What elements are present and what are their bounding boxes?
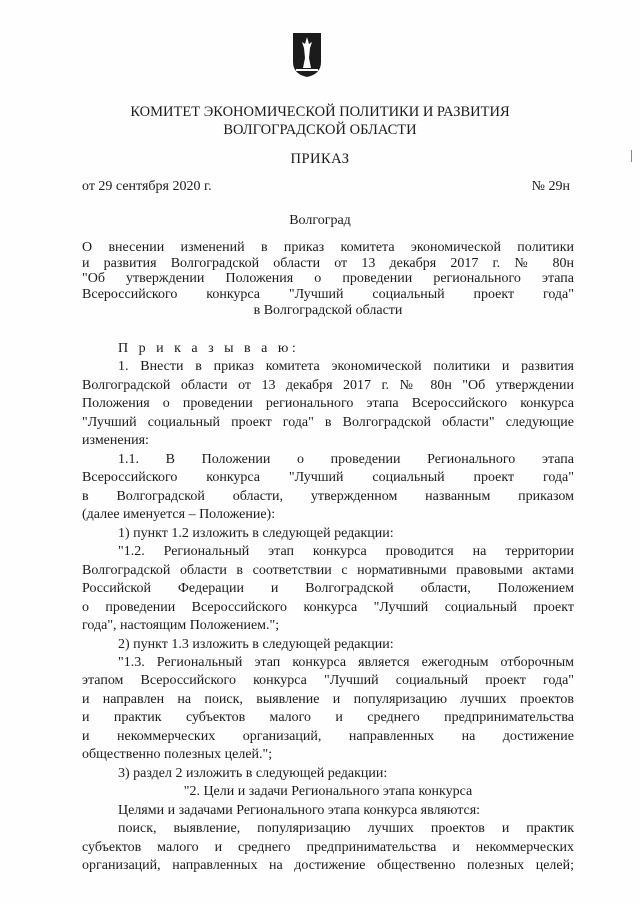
order-directive: П р и к а з ы в а ю: [118,341,300,356]
body-line: Волгоградской области в соответствии с нормативными правовыми актами [82,562,574,578]
body-line: о проведении Всероссийского конкурса "Лучший социальный проект [82,599,574,615]
body-line: 2) пункт 1.3 изложить в следующей редакции: [118,636,394,652]
order-title: ПРИКАЗ [290,151,350,167]
body-line: и направлен на поиск, выявление и популяризацию лучших проектов [82,691,574,707]
order-date: от 29 сентября 2020 г. [82,179,212,194]
subject-line: "Об утверждении Положения о проведении регионального этапа [82,271,574,287]
body-line: общественно полезных целей."; [82,747,273,763]
body-line: этапом Всероссийского конкурса "Лучший социальный проект года" [82,673,574,689]
body-line: Всероссийского конкурса "Лучший социальный проект года" [82,470,574,486]
body-line: 1) пункт 1.2 изложить в следующей редакции: [118,525,394,541]
order-subject [82,240,574,318]
body-line: "1.3. Региональный этап конкурса является ежегодным отборочным [118,654,574,670]
section-heading: "2. Цели и задачи Регионального этапа конкурса [183,784,473,800]
order-body [82,340,574,876]
subject-line: Всероссийского конкурса "Лучший социальный проект года" [82,287,574,303]
committee-line-2: ВОЛГОГРАДСКОЙ ОБЛАСТИ [223,122,417,139]
body-line: организаций, направленных на достижение общественно полезных целей; [82,858,574,874]
subject-line: О внесении изменений в приказ комитета экономической политики [82,240,574,255]
body-line: субъектов малого и среднего предпринимательства и некоммерческих [82,839,574,855]
body-line: Целями и задачами Регионального этапа конкурса являются: [118,802,481,818]
body-line: (далее именуется – Положение): [82,507,276,523]
body-line: "Лучший социальный проект года" в Волгоградской области" следующие [82,414,574,430]
subject-line: и развития Волгоградской области от 13 декабря 2017 г. № 80н [82,255,574,271]
body-line: "1.2. Региональный этап конкурса проводится на территории [118,544,574,560]
body-line: в Волгоградской области, утвержденном названным приказом [82,488,574,504]
body-line: Волгоградской области от 13 декабря 2017 г. № 80н "Об утверждении [82,377,574,393]
body-line: поиск, выявление, популяризацию лучших проектов и практик [118,821,574,837]
body-line: Российской Федерации и Волгоградской области, Положением [82,581,574,597]
body-line: 1. Внести в приказ комитета экономической политики и развития [118,359,574,375]
body-line: и практик субъектов малого и среднего предпринимательства [82,710,574,726]
coat-of-arms-icon [292,32,322,78]
body-line: 3) раздел 2 изложить в следующей редакции: [118,765,388,781]
committee-name [0,103,640,139]
body-line: года", настоящим Положением."; [82,618,280,634]
body-line: изменения: [82,433,149,449]
body-line: Положения о проведении регионального этапа Всероссийского конкурса [82,396,574,412]
order-number: № 29н [531,179,570,194]
city-name: Волгоград [289,213,351,228]
subject-line: в Волгоградской области [253,302,403,318]
committee-line-1: КОМИТЕТ ЭКОНОМИЧЕСКОЙ ПОЛИТИКИ И РАЗВИТИЯ [130,104,510,120]
date-number-line [82,178,570,196]
scan-mark [631,150,632,162]
body-line: 1.1. В Положении о проведении Регионального этапа [118,451,574,467]
body-line: и некоммерческих организаций, направленных на достижение [82,728,574,744]
